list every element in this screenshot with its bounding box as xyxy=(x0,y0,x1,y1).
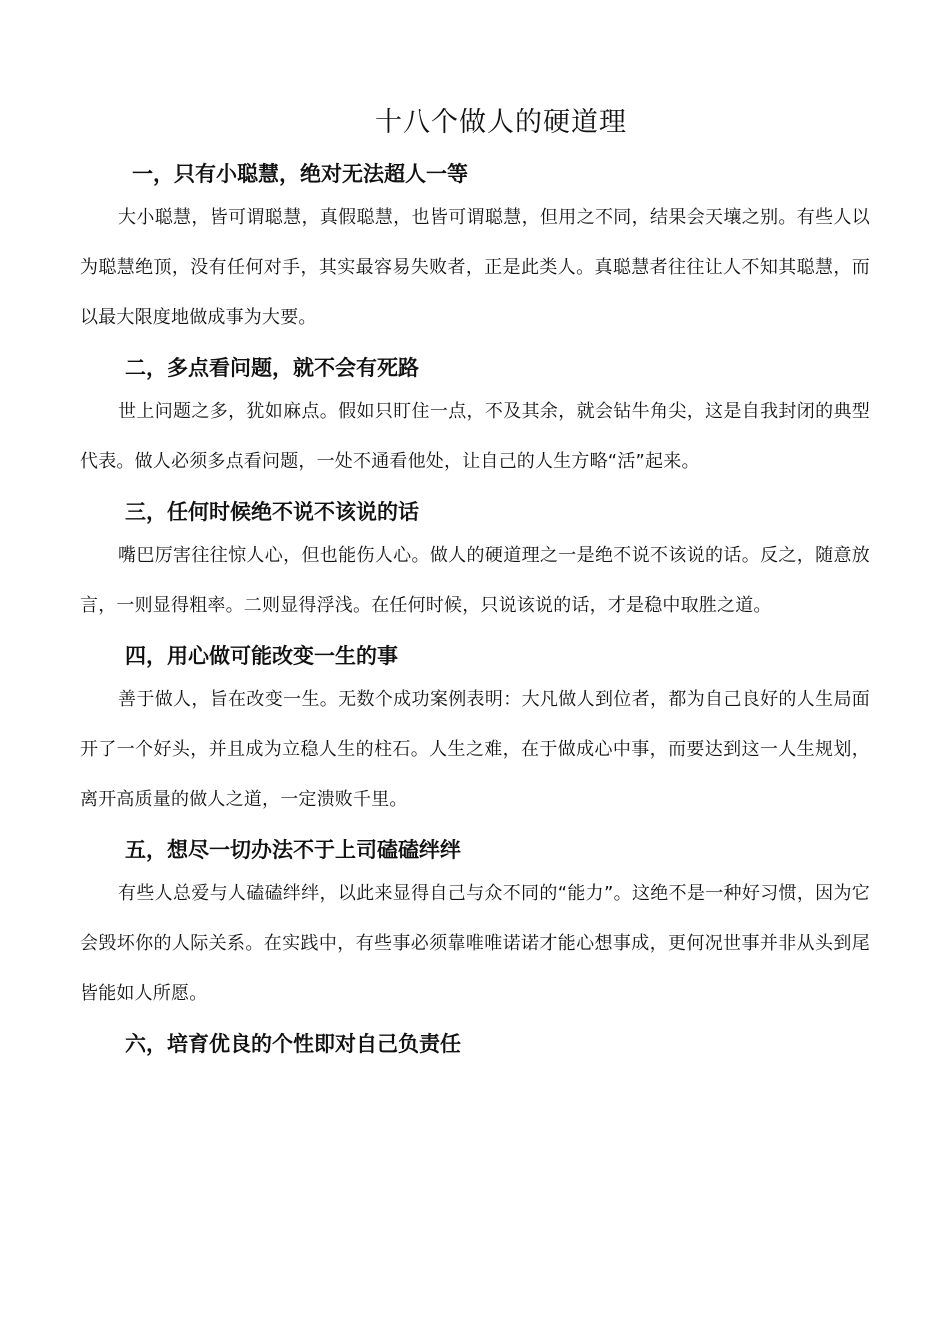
section-paragraph: 大小聪慧，皆可谓聪慧，真假聪慧，也皆可谓聪慧，但用之不同，结果会天壤之别。有些人以为聪慧绝顶，没有任何对手，其实最容易失败者，正是此类人。真聪慧者往往让人不知其聪慧，而以最大限度地做成事为大要。 xyxy=(80,207,870,328)
section-heading: 五，想尽一切办法不于上司磕磕绊绊 xyxy=(125,838,461,862)
section-heading: 四，用心做可能改变一生的事 xyxy=(125,644,398,668)
document-body xyxy=(80,155,870,1075)
section-heading: 三，任何时候绝不说不该说的话 xyxy=(125,500,419,524)
section-paragraph: 有些人总爱与人磕磕绊绊，以此来显得自己与众不同的“能力”。这绝不是一种好习惯，因为它会毁坏你的人际关系。在实践中，有些事必须靠唯唯诺诺才能心想事成，更何况世事并非从头到尾皆能如人所愿。 xyxy=(80,883,870,1004)
section-paragraph: 嘴巴厉害往往惊人心，但也能伤人心。做人的硬道理之一是绝不说不该说的话。反之，随意放言，一则显得粗率。二则显得浮浅。在任何时候，只说该说的话，才是稳中取胜之道。 xyxy=(80,545,870,616)
document-title: 十八个做人的硬道理 xyxy=(375,107,627,138)
section-heading: 六，培育优良的个性即对自己负责任 xyxy=(125,1032,461,1056)
section-paragraph: 世上问题之多，犹如麻点。假如只盯住一点，不及其余，就会钻牛角尖，这是自我封闭的典型代表。做人必须多点看问题，一处不通看他处，让自己的人生方略“活”起来。 xyxy=(80,401,870,472)
section-heading: 二，多点看问题，就不会有死路 xyxy=(125,356,419,380)
section-heading: 一，只有小聪慧，绝对无法超人一等 xyxy=(132,162,468,186)
section-paragraph: 善于做人，旨在改变一生。无数个成功案例表明：大凡做人到位者，都为自己良好的人生局面开了一个好头，并且成为立稳人生的柱石。人生之难，在于做成心中事，而要达到这一人生规划，离开高质量的做人之道，一定溃败千里。 xyxy=(80,689,870,810)
